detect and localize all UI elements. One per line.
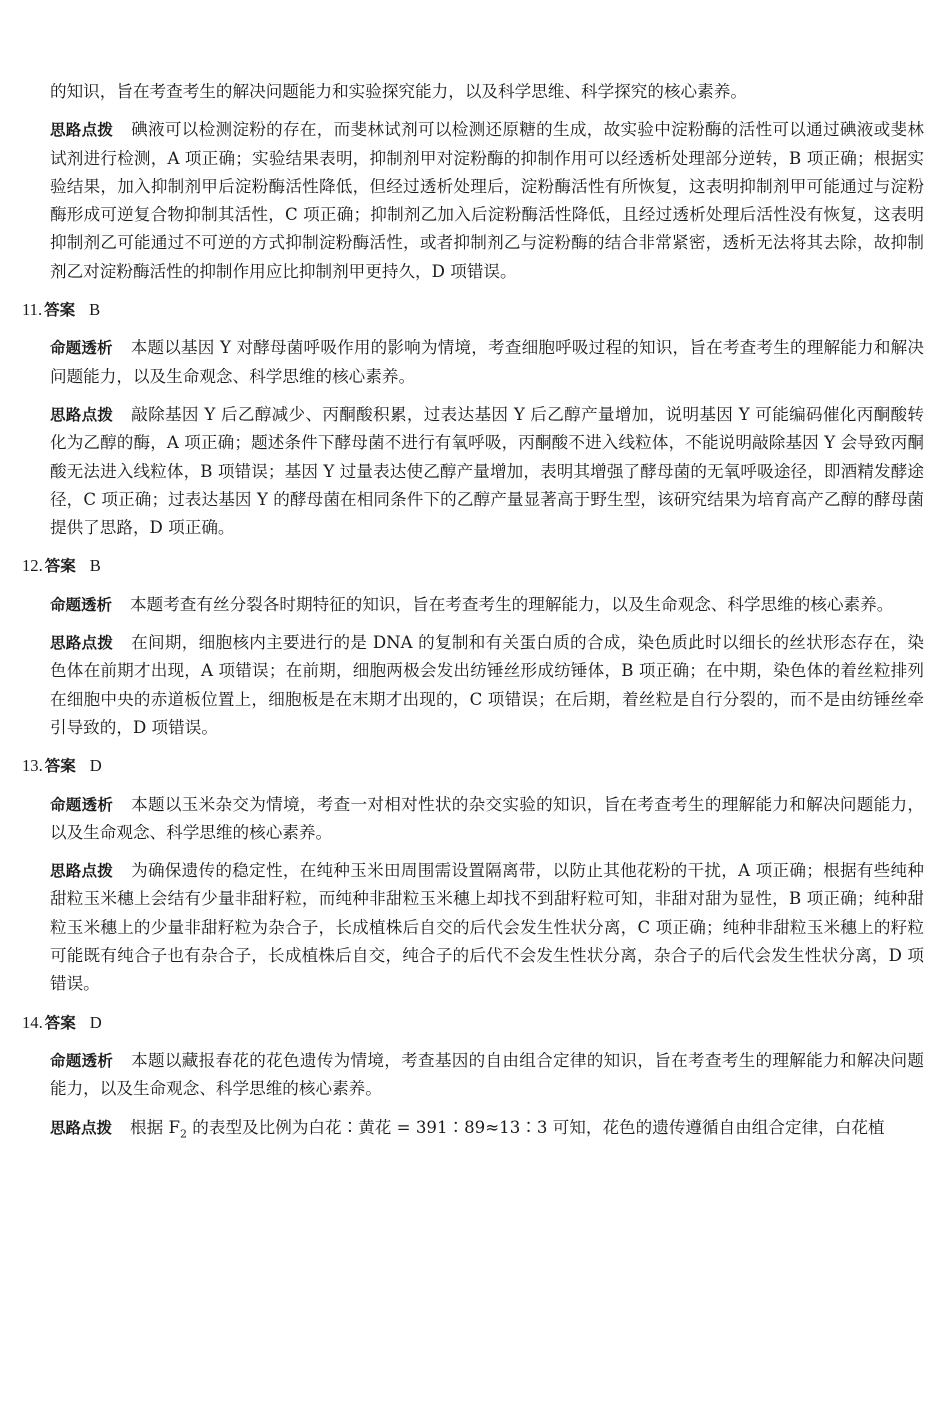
- q14-answer-line: [22, 1009, 950, 1037]
- q12-analysis-text: 在间期，细胞核内主要进行的是 DNA 的复制和有关蛋白质的合成，染色质此时以细长的丝状形态存在，染色体在前期才出现，A 项错误；在前期，细胞两极会发出纺锤丝形成纺锤体，B 项正确；在中期，染色体的着丝粒排列在细胞中央的赤道板位置上，细胞板是在末期才出现的，C 项错误；在后期，着丝粒是自行分裂的，而不是由纺锤丝牵引导致的，D 项错误。: [50, 633, 924, 737]
- q13-answer-line: [22, 752, 950, 780]
- analysis-label: 思路点拨: [50, 1118, 113, 1137]
- q13-answer: D: [89, 756, 102, 776]
- q13-intent: [50, 791, 924, 848]
- q11-answer: B: [89, 300, 101, 320]
- q14-intent: [50, 1047, 924, 1104]
- q11-intent-text: 本题以基因 Y 对酵母菌呼吸作用的影响为情境，考查细胞呼吸过程的知识，旨在考查考生的理解能力和解决问题能力，以及生命观念、科学思维的核心素养。: [50, 338, 924, 386]
- answer-label: 答案: [44, 301, 76, 320]
- q14-intent-text: 本题以藏报春花的花色遗传为情境，考查基因的自由组合定律的知识，旨在考查考生的理解能力和解决问题能力，以及生命观念、科学思维的核心素养。: [50, 1050, 924, 1099]
- q12-intent: [50, 591, 924, 619]
- analysis-label: 思路点拨: [50, 862, 114, 881]
- q11-analysis: [50, 401, 924, 542]
- q11-number: 11.: [22, 300, 43, 320]
- q12-intent-text: 本题考查有丝分裂各时期特征的知识，旨在考查考生的理解能力，以及生命观念、科学思维的核心素养。: [130, 594, 894, 614]
- intro-analysis-text: 碘液可以检测淀粉的存在，而斐林试剂可以检测还原糖的生成，故实验中淀粉酶的活性可以通过碘液或斐林试剂进行检测，A 项正确；实验结果表明，抑制剂甲对淀粉酶的抑制作用可以经透析处理部分逆转，B 项正确；根据实验结果，加入抑制剂甲后淀粉酶活性降低，但经过透析处理后，淀粉酶活性有所恢复，这表明抑制剂甲可能通过与淀粉酶形成可逆复合物抑制其活性，C 项正确；抑制剂乙加入后淀粉酶活性降低，且经过透析处理后活性没有恢复，这表明抑制剂乙可能通过不可逆的方式抑制淀粉酶活性，或者抑制剂乙与淀粉酶的结合非常紧密，透析无法将其去除，故抑制剂乙对淀粉酶活性的抑制作用应比抑制剂甲更持久，D 项错误。: [50, 120, 924, 281]
- q11-analysis-text: 敲除基因 Y 后乙醇减少、丙酮酸积累，过表达基因 Y 后乙醇产量增加，说明基因 Y 可能编码催化丙酮酸转化为乙醇的酶，A 项正确；题述条件下酵母菌不进行有氧呼吸，丙酮酸不进入线粒体，不能说明敲除基因 Y 会导致丙酮酸无法进入线粒体，B 项错误；基因 Y 过量表达使乙醇产量增加，表明其增强了酵母菌的无氧呼吸途径，即酒精发酵途径，C 项正确；过表达基因 Y 的酵母菌在相同条件下的乙醇产量显著高于野生型，该研究结果为培育高产乙醇的酵母菌提供了思路，D 项正确。: [50, 404, 924, 538]
- answer-label: 答案: [44, 557, 76, 576]
- q13-analysis-text: 为确保遗传的稳定性，在纯种玉米田周围需设置隔离带，以防止其他花粉的干扰，A 项正确；根据有些纯种甜粒玉米穗上会结有少量非甜籽粒，而纯种非甜粒玉米穗上却找不到甜籽粒可知，非甜对甜为显性，B 项正确；纯种甜粒玉米穗上的少量非甜籽粒为杂合子，长成植株后自交的后代会发生性状分离，C 项正确；纯种非甜粒玉米穗上的籽粒可能既有纯合子也有杂合子，长成植株后自交，纯合子的后代不会发生性状分离，杂合子的后代会发生性状分离，D 项错误。: [50, 861, 924, 994]
- q11-intent: [50, 334, 924, 391]
- q14-analysis-subscript: 2: [180, 1126, 187, 1140]
- q14-answer: D: [89, 1012, 102, 1032]
- q14-analysis-text-a: 根据 F: [130, 1117, 180, 1137]
- q13-analysis: [50, 857, 924, 998]
- intent-label: 命题透析: [50, 795, 114, 814]
- q14-analysis-text-b: 的表型及比例为白花∶黄花 = 391∶89≈13∶3 可知，花色的遗传遵循自由组合定律，白花植: [187, 1117, 885, 1137]
- q12-analysis: [50, 629, 924, 742]
- q13-intent-text: 本题以玉米杂交为情境，考查一对相对性状的杂交实验的知识，旨在考查考生的理解能力和解决问题能力，以及生命观念、科学思维的核心素养。: [50, 794, 924, 842]
- intent-label: 命题透析: [50, 595, 113, 614]
- answer-label: 答案: [44, 757, 76, 776]
- q11-answer-line: [22, 296, 950, 324]
- analysis-label: 思路点拨: [50, 405, 114, 424]
- q12-answer-line: [22, 552, 950, 580]
- q12-answer: B: [89, 556, 101, 576]
- analysis-label: 思路点拨: [50, 634, 114, 653]
- intro-analysis: [50, 116, 924, 286]
- intent-label: 命题透析: [50, 339, 113, 358]
- answer-label: 答案: [44, 1013, 76, 1032]
- intent-label: 命题透析: [50, 1051, 114, 1070]
- analysis-label: 思路点拨: [50, 121, 114, 140]
- document-page: [0, 78, 950, 1148]
- q14-number: 14.: [22, 1012, 43, 1032]
- intro-intent-tail: 的知识，旨在考查考生的解决问题能力和实验探究能力，以及科学思维、科学探究的核心素养。: [50, 82, 747, 101]
- q12-number: 12.: [22, 556, 43, 576]
- q14-analysis: [50, 1114, 924, 1149]
- q13-number: 13.: [22, 756, 43, 776]
